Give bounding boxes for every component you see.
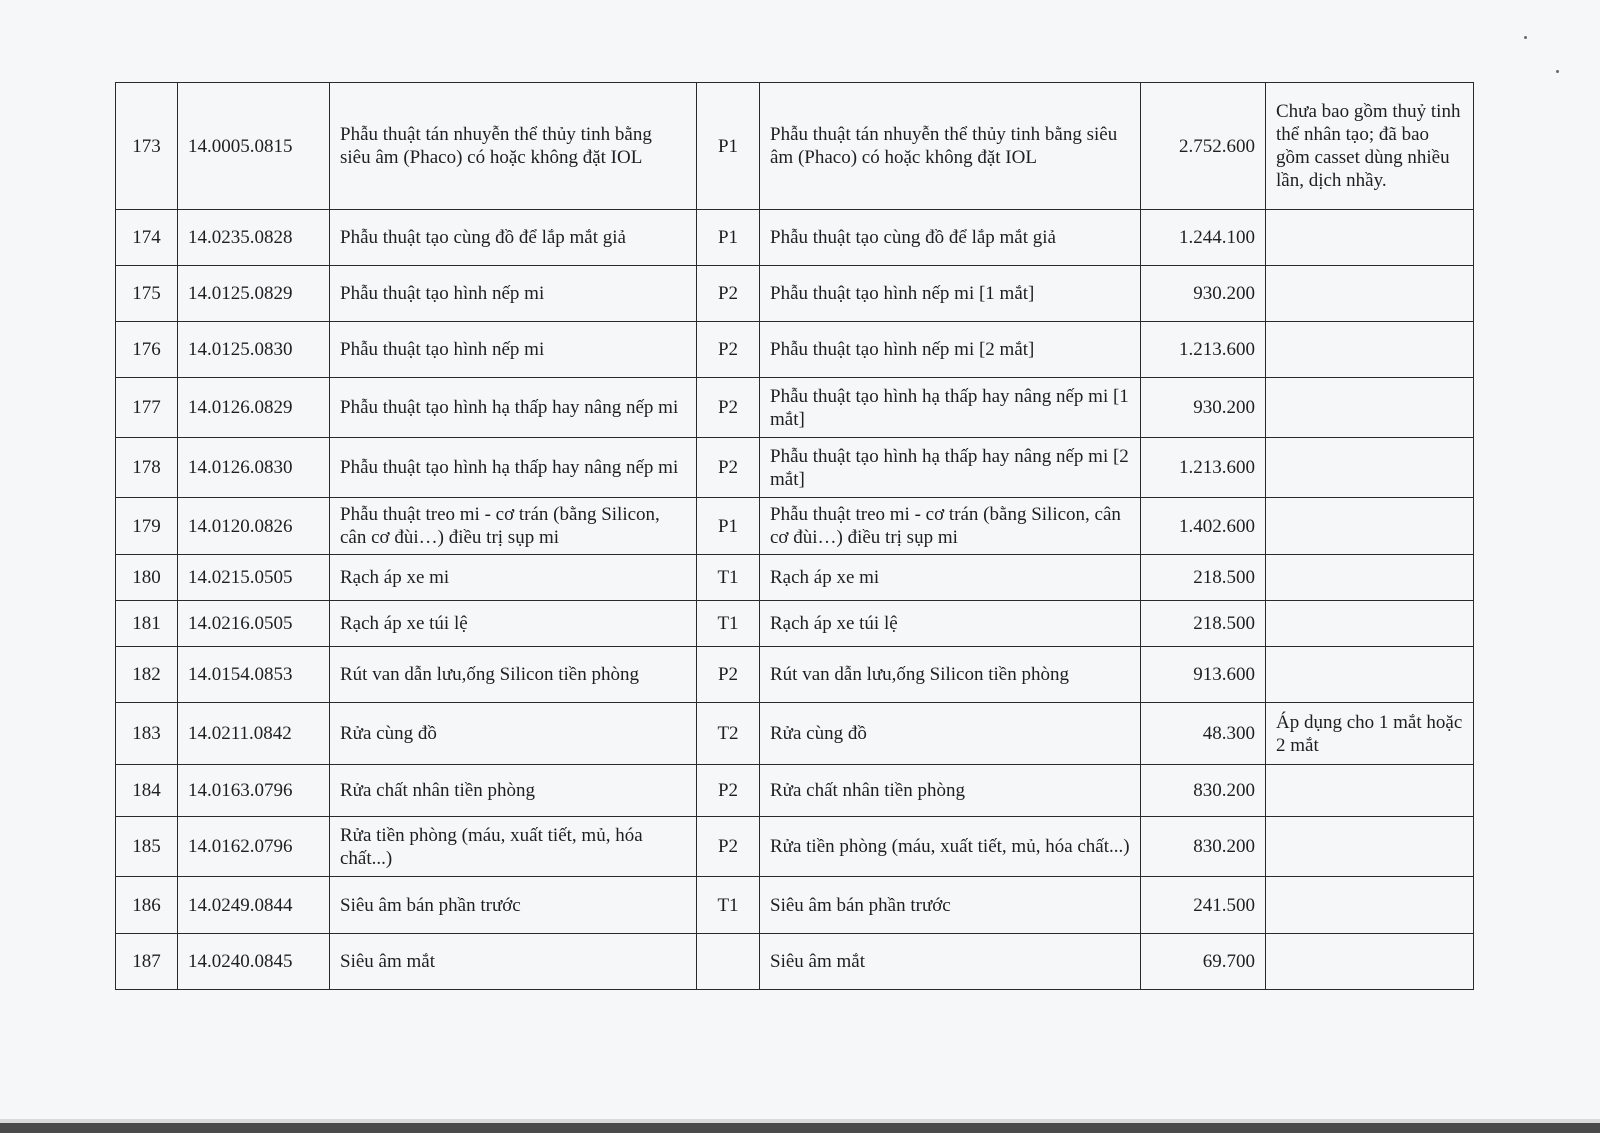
table-row	[116, 877, 1474, 934]
service-code: 14.0240.0845	[178, 934, 330, 990]
row-stt: 186	[116, 877, 178, 934]
row-stt: 176	[116, 322, 178, 378]
price-service-name: Rút van dẫn lưu,ống Silicon tiền phòng	[760, 647, 1141, 703]
service-name: Siêu âm bán phần trước	[330, 877, 697, 934]
scan-speck	[1524, 36, 1527, 39]
service-note	[1266, 817, 1474, 877]
service-name: Rạch áp xe túi lệ	[330, 601, 697, 647]
service-class: P2	[697, 378, 760, 438]
table-row	[116, 438, 1474, 498]
row-stt: 173	[116, 83, 178, 210]
service-code: 14.0125.0830	[178, 322, 330, 378]
service-code: 14.0163.0796	[178, 765, 330, 817]
price-table	[115, 82, 1474, 990]
price-service-name: Rửa chất nhân tiền phòng	[760, 765, 1141, 817]
service-class	[697, 934, 760, 990]
scan-speck	[1556, 70, 1559, 73]
table-row	[116, 817, 1474, 877]
service-code: 14.0120.0826	[178, 498, 330, 555]
price-service-name: Phẫu thuật tạo hình hạ thấp hay nâng nếp mi [2 mắt]	[760, 438, 1141, 498]
service-class: T1	[697, 877, 760, 934]
service-note	[1266, 601, 1474, 647]
table-row	[116, 498, 1474, 555]
service-price: 830.200	[1141, 817, 1266, 877]
service-code: 14.0125.0829	[178, 266, 330, 322]
service-code: 14.0126.0830	[178, 438, 330, 498]
service-class: P2	[697, 266, 760, 322]
row-stt: 175	[116, 266, 178, 322]
service-note	[1266, 765, 1474, 817]
price-service-name: Siêu âm bán phần trước	[760, 877, 1141, 934]
price-service-name: Siêu âm mắt	[760, 934, 1141, 990]
price-service-name: Phẫu thuật tạo cùng đồ để lắp mắt giả	[760, 210, 1141, 266]
service-code: 14.0211.0842	[178, 703, 330, 765]
service-code: 14.0216.0505	[178, 601, 330, 647]
row-stt: 180	[116, 555, 178, 601]
service-code: 14.0126.0829	[178, 378, 330, 438]
scan-bottom-edge	[0, 1123, 1600, 1133]
table-row	[116, 266, 1474, 322]
service-price: 1.213.600	[1141, 322, 1266, 378]
service-note: Chưa bao gồm thuỷ tinh thể nhân tạo; đã bao gồm casset dùng nhiều lần, dịch nhầy.	[1266, 83, 1474, 210]
table-row	[116, 647, 1474, 703]
service-class: P2	[697, 647, 760, 703]
service-name: Phẫu thuật tạo hình hạ thấp hay nâng nếp mi	[330, 438, 697, 498]
service-class: T2	[697, 703, 760, 765]
service-name: Rạch áp xe mi	[330, 555, 697, 601]
service-price: 218.500	[1141, 601, 1266, 647]
price-service-name: Rửa tiền phòng (máu, xuất tiết, mủ, hóa chất...)	[760, 817, 1141, 877]
service-price: 48.300	[1141, 703, 1266, 765]
service-note	[1266, 322, 1474, 378]
service-note	[1266, 647, 1474, 703]
service-class: P1	[697, 498, 760, 555]
service-price: 830.200	[1141, 765, 1266, 817]
price-service-name: Phẫu thuật tạo hình nếp mi [2 mắt]	[760, 322, 1141, 378]
row-stt: 187	[116, 934, 178, 990]
service-price: 1.213.600	[1141, 438, 1266, 498]
service-class: P2	[697, 817, 760, 877]
service-code: 14.0154.0853	[178, 647, 330, 703]
table-row	[116, 83, 1474, 210]
service-code: 14.0215.0505	[178, 555, 330, 601]
row-stt: 174	[116, 210, 178, 266]
table-row	[116, 322, 1474, 378]
service-name: Siêu âm mắt	[330, 934, 697, 990]
service-name: Phẫu thuật tạo hình hạ thấp hay nâng nếp mi	[330, 378, 697, 438]
service-note	[1266, 555, 1474, 601]
service-note	[1266, 438, 1474, 498]
service-class: T1	[697, 555, 760, 601]
service-class: P2	[697, 322, 760, 378]
table-row	[116, 555, 1474, 601]
service-name: Rửa chất nhân tiền phòng	[330, 765, 697, 817]
service-note	[1266, 498, 1474, 555]
service-note	[1266, 266, 1474, 322]
service-class: P1	[697, 83, 760, 210]
price-service-name: Phẫu thuật tạo hình nếp mi [1 mắt]	[760, 266, 1141, 322]
service-note	[1266, 877, 1474, 934]
row-stt: 181	[116, 601, 178, 647]
price-service-name: Rửa cùng đồ	[760, 703, 1141, 765]
service-class: P2	[697, 438, 760, 498]
row-stt: 184	[116, 765, 178, 817]
table-row	[116, 765, 1474, 817]
service-name: Phẫu thuật tạo cùng đồ để lắp mắt giả	[330, 210, 697, 266]
row-stt: 183	[116, 703, 178, 765]
row-stt: 177	[116, 378, 178, 438]
price-service-name: Phẫu thuật treo mi - cơ trán (bằng Silicon, cân cơ đùi…) điều trị sụp mi	[760, 498, 1141, 555]
table-row	[116, 934, 1474, 990]
table-row	[116, 378, 1474, 438]
service-price: 218.500	[1141, 555, 1266, 601]
service-name: Phẫu thuật tạo hình nếp mi	[330, 266, 697, 322]
service-name: Phẫu thuật tán nhuyễn thể thủy tinh bằng siêu âm (Phaco) có hoặc không đặt IOL	[330, 83, 697, 210]
service-price: 913.600	[1141, 647, 1266, 703]
service-class: P2	[697, 765, 760, 817]
service-price: 241.500	[1141, 877, 1266, 934]
service-note	[1266, 934, 1474, 990]
service-price: 1.402.600	[1141, 498, 1266, 555]
service-class: P1	[697, 210, 760, 266]
service-code: 14.0005.0815	[178, 83, 330, 210]
service-note: Áp dụng cho 1 mắt hoặc 2 mắt	[1266, 703, 1474, 765]
service-class: T1	[697, 601, 760, 647]
service-price: 1.244.100	[1141, 210, 1266, 266]
service-code: 14.0249.0844	[178, 877, 330, 934]
service-code: 14.0235.0828	[178, 210, 330, 266]
service-price: 930.200	[1141, 378, 1266, 438]
table-row	[116, 210, 1474, 266]
service-code: 14.0162.0796	[178, 817, 330, 877]
price-service-name: Rạch áp xe mi	[760, 555, 1141, 601]
service-price: 69.700	[1141, 934, 1266, 990]
price-service-name: Phẫu thuật tạo hình hạ thấp hay nâng nếp mi [1 mắt]	[760, 378, 1141, 438]
service-name: Rút van dẫn lưu,ống Silicon tiền phòng	[330, 647, 697, 703]
table-row	[116, 601, 1474, 647]
service-note	[1266, 378, 1474, 438]
service-name: Phẫu thuật treo mi - cơ trán (bằng Silicon, cân cơ đùi…) điều trị sụp mi	[330, 498, 697, 555]
price-service-name: Rạch áp xe túi lệ	[760, 601, 1141, 647]
service-price: 930.200	[1141, 266, 1266, 322]
service-note	[1266, 210, 1474, 266]
service-name: Phẫu thuật tạo hình nếp mi	[330, 322, 697, 378]
service-name: Rửa tiền phòng (máu, xuất tiết, mủ, hóa chất...)	[330, 817, 697, 877]
service-price: 2.752.600	[1141, 83, 1266, 210]
row-stt: 178	[116, 438, 178, 498]
row-stt: 182	[116, 647, 178, 703]
table-row	[116, 703, 1474, 765]
row-stt: 185	[116, 817, 178, 877]
row-stt: 179	[116, 498, 178, 555]
service-name: Rửa cùng đồ	[330, 703, 697, 765]
price-service-name: Phẫu thuật tán nhuyễn thể thủy tinh bằng siêu âm (Phaco) có hoặc không đặt IOL	[760, 83, 1141, 210]
